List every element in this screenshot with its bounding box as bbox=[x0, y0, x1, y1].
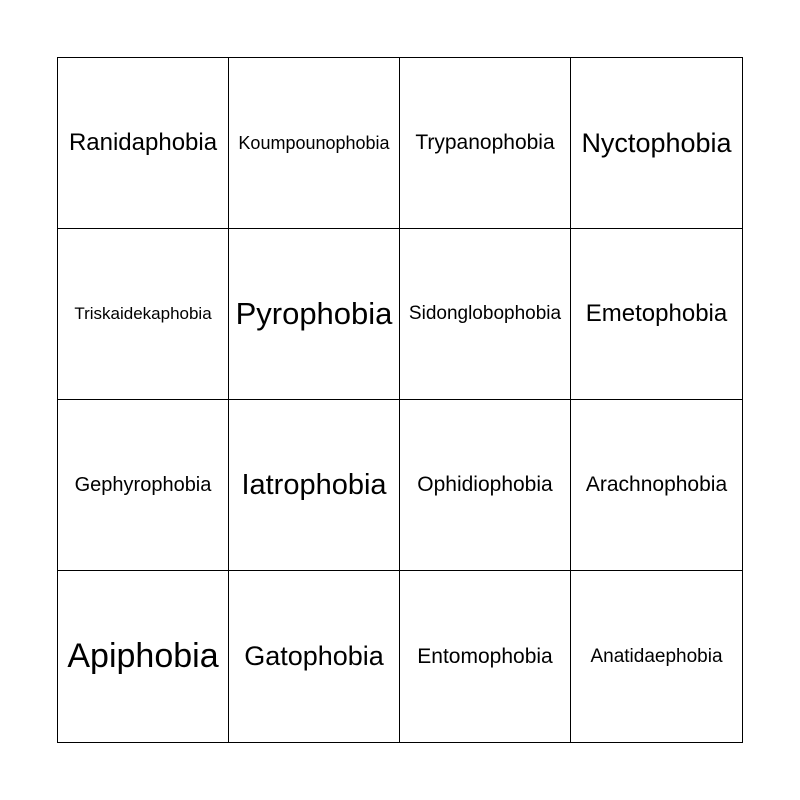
bingo-cell[interactable]: Arachnophobia bbox=[571, 400, 742, 571]
bingo-cell[interactable]: Nyctophobia bbox=[571, 58, 742, 229]
bingo-cell[interactable]: Gatophobia bbox=[229, 571, 400, 742]
bingo-cell[interactable]: Anatidaephobia bbox=[590, 645, 723, 667]
bingo-cell[interactable]: Iatrophobia bbox=[229, 400, 400, 571]
bingo-cell[interactable]: Koumpounophobia bbox=[229, 58, 400, 229]
bingo-cell[interactable]: Ophidiophobia bbox=[400, 400, 571, 571]
bingo-cell[interactable]: Pyrophobia bbox=[229, 229, 400, 400]
bingo-cell[interactable]: Entomophobia bbox=[400, 571, 571, 742]
bingo-cell[interactable]: Trypanophobia bbox=[400, 58, 571, 229]
bingo-card bbox=[57, 57, 743, 743]
bingo-cell[interactable]: Apiphobia bbox=[58, 571, 229, 742]
bingo-cell[interactable]: Triskaidekaphobia bbox=[58, 229, 229, 400]
bingo-cell[interactable]: Gephyrophobia bbox=[58, 400, 229, 571]
bingo-cell[interactable]: Sidonglobophobia bbox=[400, 229, 571, 400]
bingo-cell[interactable]: Ranidaphobia bbox=[58, 58, 229, 229]
bingo-cell[interactable]: Emetophobia bbox=[571, 229, 742, 400]
